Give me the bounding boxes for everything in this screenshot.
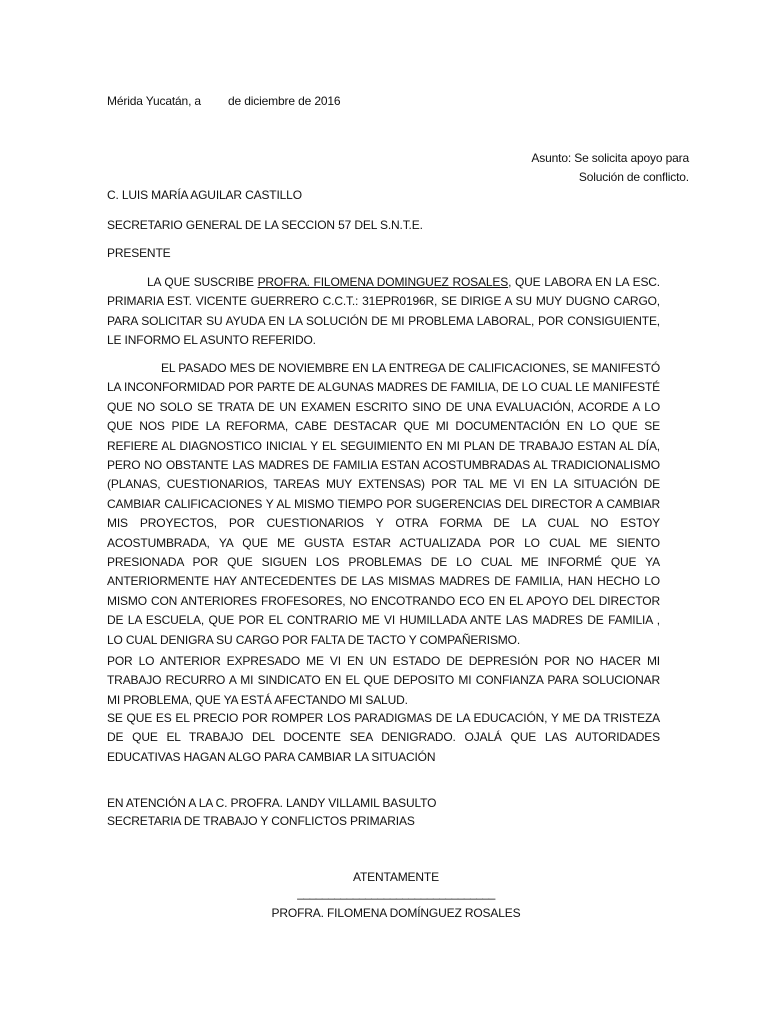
paragraph-body: EL PASADO MES DE NOVIEMBRE EN LA ENTREGA DE CALIFICACIONES, SE MANIFESTÓ LA INCONFORMIDAD POR PARTE DE ALGUNAS MADRES DE FAMILIA, DE LO CUAL LE MANIFESTÉ QUE NO SOLO SE TRATA DE UN EXAMEN ESCRITO SINO DE UNA EVALUACIÓN, ACORDE A LO QUE NOS PIDE LA REFORMA, CABE DESTACAR QUE MI DOCUMENTACIÓN EN LO QUE SE REFIERE AL DIAGNOSTICO INICIAL Y EL SEGUIMIENTO EN MI PLAN DE TRABAJO ESTAN AL DÍA, PERO NO OBSTANTE LAS MADRES DE FAMILIA ESTAN ACOSTUMBRADAS AL TRADICIONALISMO (PLANAS, CUESTIONARIOS, TAREAS MUY EXTENSAS) POR TAL ME VI EN LA SITUACIÓN DE CAMBIAR CALIFICACIONES Y AL MISMO TIEMPO POR SUGERENCIAS DEL DIRECTOR A CAMBIAR MIS PROYECTOS, POR CUESTIONARIOS Y OTRA FORMA DE LA CUAL NO ESTOY ACOSTUMBRADA, YA QUE ME GUSTA ESTAR ACTUALIZADA POR LO CUAL ME SIENTO PRESIONADA POR QUE SIGUEN LOS PROBLEMAS DE LO CUAL ME INFORMÉ QUE YA ANTERIORMENTE HAY ANTECEDENTES DE LAS MISMAS MADRES DE FAMILIA, HAN HECHO LO MISMO CON ANTERIORES FROFESORES, NO ENCOTRANDO ECO EN EL APOYO DEL DIRECTOR DE LA ESCUELA, QUE POR EL CONTRARIO ME VI HUMILLADA ANTE LAS MADRES DE FAMILIA , LO CUAL DENIGRA SU CARGO POR FALTA DE TACTO Y COMPAÑERISMO. (107, 361, 660, 647)
signature-line: ________________________________ (297, 886, 495, 900)
intro-rest: , QUE LABORA EN LA ESC. PRIMARIA EST. VICENTE GUERRERO C.C.T.: 31EPR0196R, SE DIRIGE A SU MUY DUGNO CARGO, PARA SOLICITAR SU AYUDA EN LA SOLUCIÓN DE MI PROBLEMA LABORAL, POR CONSIGUIENTE, LE INFORMO EL ASUNTO REFERIDO. (107, 275, 660, 348)
paragraph-introduction (107, 273, 660, 351)
date-city: Mérida Yucatán, a (107, 94, 201, 108)
subject-line-2: Solución de conflicto. (578, 170, 689, 184)
signature-name: PROFRA. FILOMENA DOMÍNGUEZ ROSALES (271, 906, 521, 920)
subject-line-1: Asunto: Se solicita apoyo para (531, 151, 689, 165)
paragraph-request: POR LO ANTERIOR EXPRESADO ME VI EN UN ESTADO DE DEPRESIÓN POR NO HACER MI TRABAJO RECURRO A MI SINDICATO EN EL QUE DEPOSITO MI CONFIANZA PARA SOLUCIONAR MI PROBLEMA, QUE YA ESTÁ AFECTANDO MI SALUD. (107, 654, 660, 707)
intro-prefix: LA QUE SUSCRIBE (147, 275, 254, 289)
closing-atentamente: ATENTAMENTE (353, 870, 439, 884)
attention-line-1: EN ATENCIÓN A LA C. PROFRA. LANDY VILLAMIL BASULTO (107, 796, 437, 810)
sender-name-underlined: PROFRA. FILOMENA DOMINGUEZ ROSALES (257, 275, 509, 289)
date-month-year: de diciembre de 2016 (228, 94, 341, 108)
recipient-name: C. LUIS MARÍA AGUILAR CASTILLO (107, 188, 302, 202)
recipient-role: SECRETARIO GENERAL DE LA SECCION 57 DEL S.N.T.E. (107, 218, 423, 232)
paragraph-closing-remark: SE QUE ES EL PRECIO POR ROMPER LOS PARADIGMAS DE LA EDUCACIÓN, Y ME DA TRISTEZA DE QUE EL TRABAJO DEL DOCENTE SEA DENIGRADO. OJALÁ QUE LAS AUTORIDADES EDUCATIVAS HAGAN ALGO PARA CAMBIAR LA SITUACIÓN (107, 711, 660, 764)
attention-line-2: SECRETARIA DE TRABAJO Y CONFLICTOS PRIMARIAS (107, 814, 415, 828)
salutation: PRESENTE (107, 246, 171, 260)
